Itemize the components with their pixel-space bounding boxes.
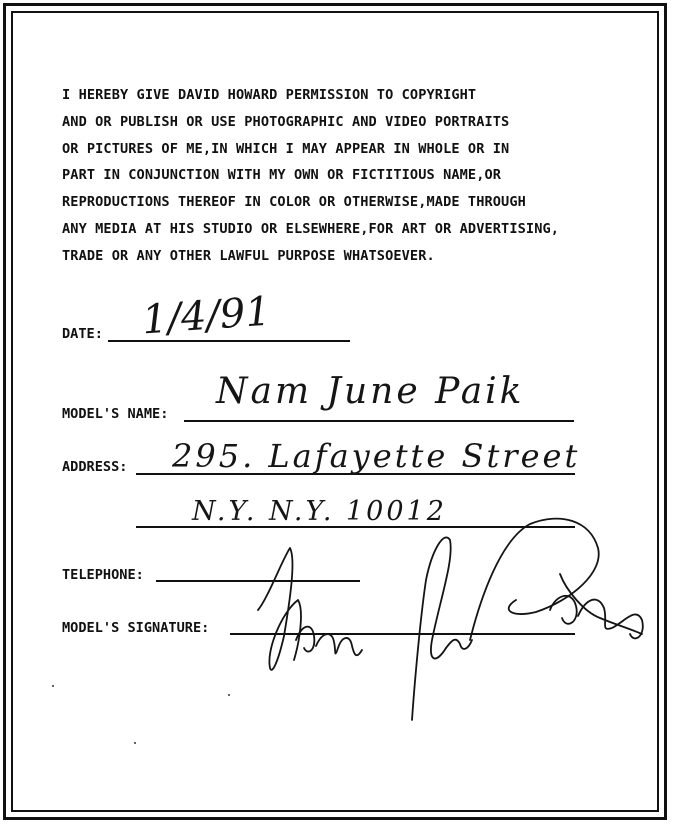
statement-line: AND OR PUBLISH OR USE PHOTOGRAPHIC AND VIDEO PORTRAITS	[62, 113, 510, 130]
model-name-handwritten[interactable]: Nam June Paik	[216, 371, 525, 412]
statement-line: I HEREBY GIVE DAVID HOWARD PERMISSION TO COPYRIGHT	[62, 87, 477, 103]
signature-label: MODEL'S SIGNATURE:	[62, 620, 210, 636]
statement-line: PART IN CONJUNCTION WITH MY OWN OR FICTITIOUS NAME,OR	[62, 167, 502, 184]
statement-line: OR PICTURES OF ME,IN WHICH I MAY APPEAR IN WHOLE OR IN	[62, 140, 510, 157]
address-label: ADDRESS:	[62, 459, 128, 475]
statement-line: ANY MEDIA AT HIS STUDIO OR ELSEWHERE,FOR ART OR ADVERTISING,	[62, 220, 560, 237]
address-line-1-handwritten[interactable]: 295. Lafayette Street	[172, 437, 581, 475]
telephone-label: TELEPHONE:	[62, 567, 144, 583]
address-line-2-handwritten[interactable]: N.Y. N.Y. 10012	[192, 496, 447, 527]
statement-line: REPRODUCTIONS THEREOF IN COLOR OR OTHERWISE,MADE THROUGH	[62, 194, 526, 211]
date-label: DATE:	[62, 326, 103, 342]
statement-line: TRADE OR ANY OTHER LAWFUL PURPOSE WHATSOEVER.	[62, 247, 435, 264]
date-handwritten[interactable]: 1/4/91	[140, 288, 273, 344]
scan-speck	[228, 694, 230, 696]
scan-speck	[52, 685, 54, 687]
model-name-label: MODEL'S NAME:	[62, 406, 169, 422]
scan-speck	[134, 742, 136, 744]
